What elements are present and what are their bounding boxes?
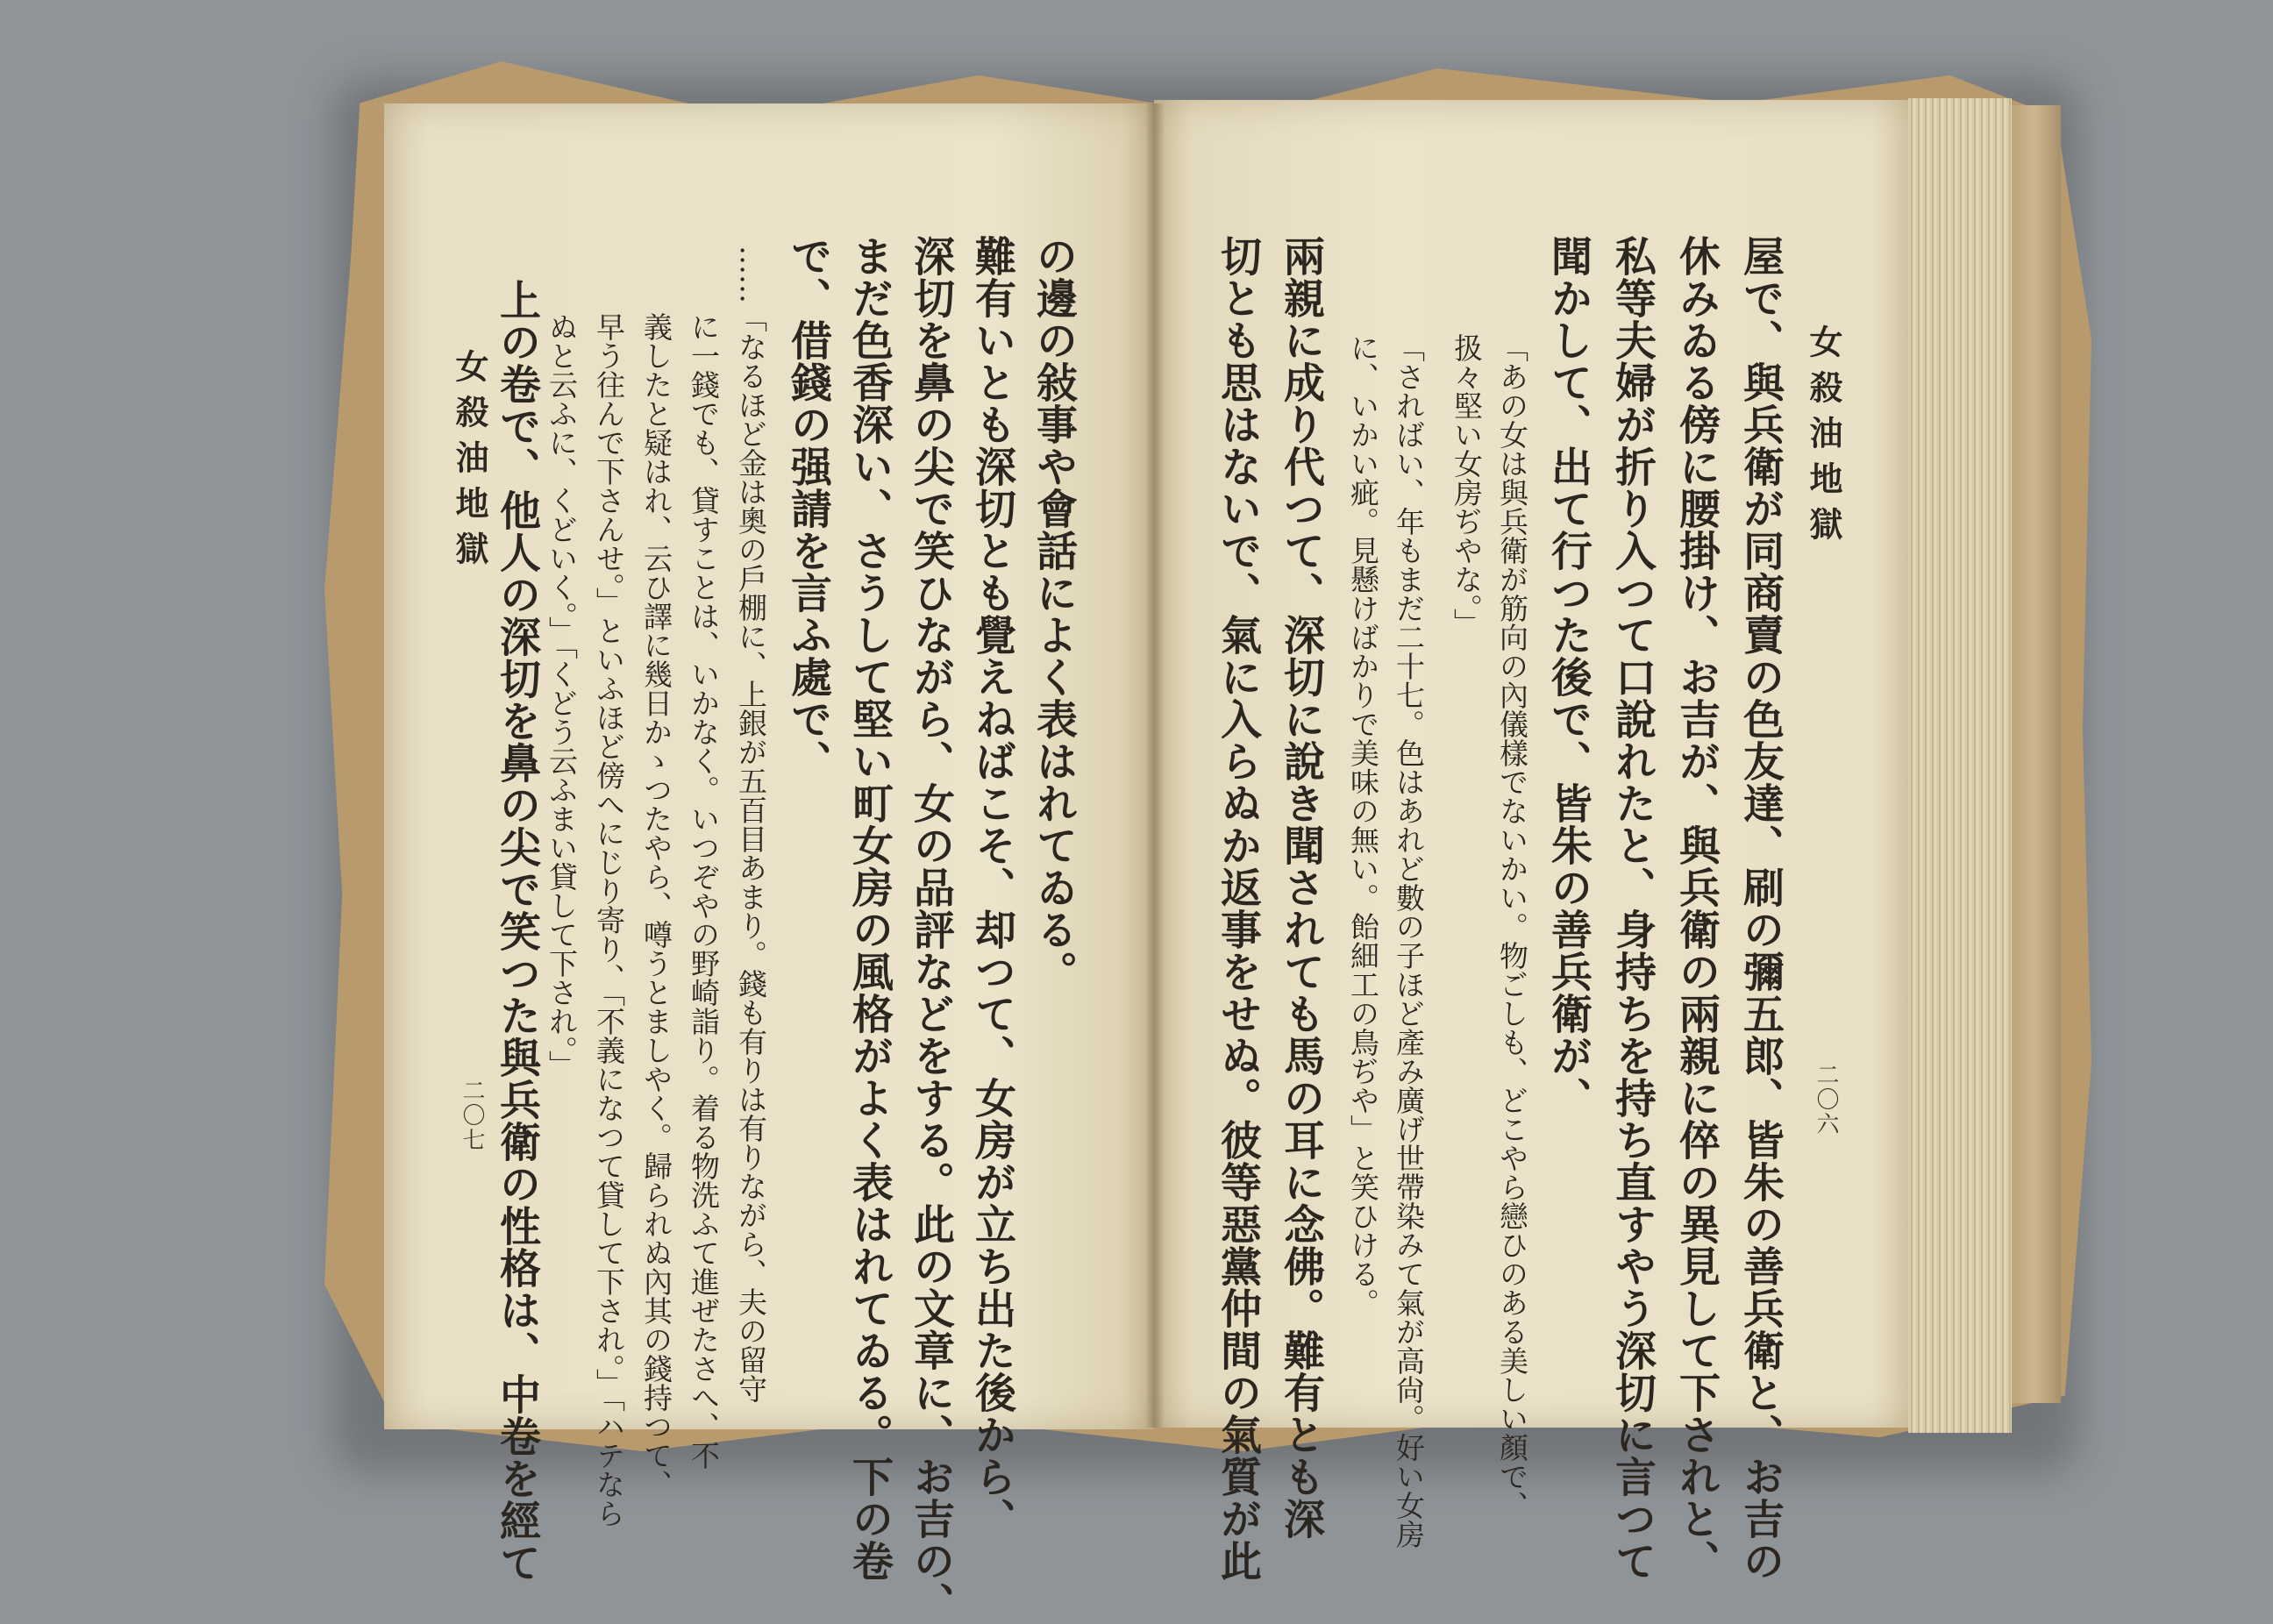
left-quote-column: 早う往んで下さんせ。」といふほど傍へにじり寄り、「不義になつて貸して下され。」「ハテなら: [592, 312, 626, 1528]
left-quote-column: に一錢でも、貸すことは、いかなく。いつぞやの野崎詣り。着る物洗ふて進ぜたさへ、不: [687, 312, 721, 1470]
left-page-number: 二〇七: [459, 1079, 485, 1152]
left-page-header: 女殺油地獄: [450, 349, 489, 577]
right-quote-column: 扱々堅い女房ぢやな。」: [1450, 333, 1484, 637]
right-text-column: 兩親に成り代つて、深切に說き聞されても馬の耳に念佛。難有とも深: [1277, 235, 1325, 1540]
left-quote-column: 義したと疑はれ、云ひ譯に幾日かゝつたやら、噂うとましやく。歸られぬ內其の錢持つて、: [639, 312, 673, 1499]
right-text-column: 私等夫婦が折り入つて口說れたと、身持ちを持ち直すやう深切に言つて: [1608, 235, 1657, 1582]
left-text-column: の邊の敍事や會話によく表はれてゐる。: [1030, 235, 1078, 993]
left-text-column: 上の卷で、他人の深切を鼻の尖で笑つた與兵衛の性格は、中卷を經て: [493, 279, 541, 1584]
left-text-column: で、借錢の强請を言ふ處で、: [784, 235, 832, 782]
left-text-column: 深切を鼻の尖で笑ひながら、女の品評などをする。此の文章に、お吉の、: [907, 235, 955, 1624]
page-stack-edge: [1908, 98, 2012, 1433]
right-text-column: 屋で、與兵衛が同商賣の色友達、刷の彌五郎、皆朱の善兵衛と、お吉の: [1736, 235, 1785, 1582]
left-quote-column: ぬと云ふに、くどいく。」「くどう云ふまい貸して下され。」: [545, 312, 579, 1079]
cover-spine-edge: [2008, 105, 2061, 1403]
right-page-header: 女殺油地獄: [1804, 324, 1843, 552]
book-gutter: [1145, 103, 1165, 1428]
right-quote-column: 「あの女は與兵衛が筋向の內儀樣でないかい。物ごしも、どこやら戀ひのある美しい顏で、: [1495, 333, 1529, 1520]
left-text-column: まだ色香深い、さうして堅い町女房の風格がよく表はれてゐる。下の卷: [845, 235, 894, 1582]
right-quote-column: 「さればい、年もまだ二十七。色はあれど數の子ほど產み廣げ世帶染みて氣が高尙。好い女房: [1392, 333, 1426, 1549]
left-quote-column: ……「なるほど金は奧の戶棚に、上銀が五百目あまり。錢も有りは有りながら、夫の留守: [734, 246, 768, 1403]
right-text-column: 切とも思はないで、氣に入らぬか返事をせぬ。彼等惡黨仲間の氣質が此: [1214, 235, 1262, 1582]
right-text-column: 休みゐる傍に腰掛け、お吉が、與兵衛の兩親に倅の異見して下されと、: [1672, 235, 1721, 1582]
right-quote-column: に、いかい疵。見懸けばかりで美味の無い。飴細工の鳥ぢや」と笑ひける。: [1346, 333, 1380, 1317]
right-page: [1154, 100, 1908, 1428]
right-page-number: 二〇六: [1813, 1063, 1839, 1136]
left-text-column: 難有いとも深切とも覺えねばこそ、却つて、女房が立ち出た後から、: [968, 235, 1016, 1540]
right-text-column: 聞かして、出て行つた後で、皆朱の善兵衛が、: [1544, 235, 1593, 1119]
